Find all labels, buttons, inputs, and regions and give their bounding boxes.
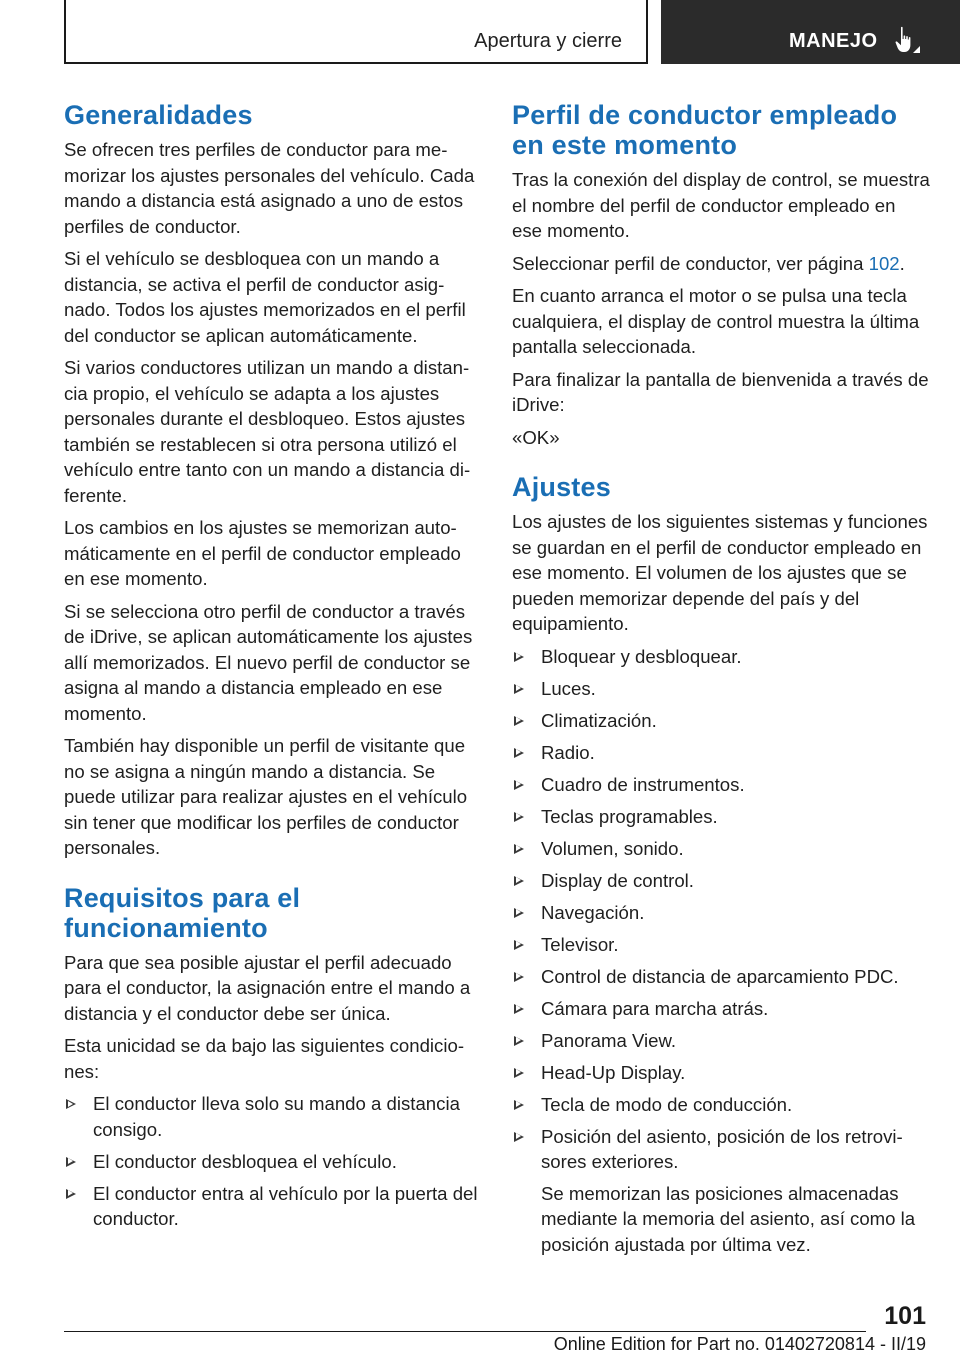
bullet-triangle-icon xyxy=(66,1189,76,1199)
bullet-triangle-icon xyxy=(514,972,524,982)
bullet-triangle-icon xyxy=(514,940,524,950)
paragraph: Los cambios en los ajustes se memorizan automáticamente en el perfil de conductor empleado en ese momento. xyxy=(64,517,461,589)
chapter-tab[interactable] xyxy=(661,0,960,64)
bullet-triangle-icon xyxy=(514,684,524,694)
list-item: Head-Up Display. xyxy=(512,1060,930,1086)
paragraph: Si el vehículo se desbloquea con un mando a distancia, se activa el perfil de conductor asignado. Todos los ajustes memorizados en el perfil del conductor se aplican automáticamente. xyxy=(64,248,466,346)
paragraph: Esta unicidad se da bajo las siguientes condiciones: xyxy=(64,1035,465,1082)
list-item: Control de distancia de aparcamiento PDC. xyxy=(512,964,930,990)
list-item: El conductor desbloquea el vehículo. xyxy=(64,1149,484,1175)
bullet-triangle-icon xyxy=(514,1132,524,1142)
paragraph: Si se selecciona otro perfil de conductor a través de iDrive, se aplican automáticamente los ajustes allí memorizados. El nuevo perfil de conductor se asigna al mando a distancia empleado en ese momento. xyxy=(64,600,473,724)
bullet-triangle-icon xyxy=(514,812,524,822)
section-title: Apertura y cierre xyxy=(474,30,622,52)
bullet-triangle-icon xyxy=(66,1157,76,1167)
list-item: Display de control. xyxy=(512,868,930,894)
paragraph: Los ajustes de los siguientes sistemas y funciones se guardan en el perfil de conductor empleado en ese momento. El volumen de los ajustes que se pueden memorizar depende del país y del equipamiento. xyxy=(512,511,928,634)
chapter-tab-label: MANEJO xyxy=(789,30,878,52)
page-link[interactable]: 102 xyxy=(868,252,900,274)
list-item: El conductor lleva solo su mando a distancia consigo. xyxy=(64,1091,484,1142)
paragraph: Para finalizar la pantalla de bienvenida a través de iDrive: xyxy=(512,368,929,415)
bullet-triangle-icon xyxy=(514,716,524,726)
paragraph: Tras la conexión del display de control, se muestra el nombre del perfil de conductor empleado en ese momento. xyxy=(512,169,930,241)
bullet-triangle-icon xyxy=(514,908,524,918)
paragraph: Para que sea posible ajustar el perfil adecuado para el conductor, la asignación entre el mando a distancia y el conductor debe ser única. xyxy=(64,951,471,1024)
paragraph-with-link: Seleccionar perfil de conductor, ver página 102. xyxy=(512,252,905,274)
bullet-triangle-icon xyxy=(514,780,524,790)
list-item: Posición del asiento, posición de los retrovisores exteriores. Se memorizan las posiciones almacenadas mediante la memoria del asiento, así como la posición ajustada por última vez. xyxy=(512,1124,930,1258)
bullet-triangle-icon xyxy=(66,1099,76,1109)
bullet-triangle-icon xyxy=(514,652,524,662)
settings-list xyxy=(512,644,930,1258)
bullet-triangle-icon xyxy=(514,1100,524,1110)
heading-requisitos: Requisitos para el funcionamiento xyxy=(64,882,301,943)
list-item: Climatización. xyxy=(512,708,930,734)
bullet-triangle-icon xyxy=(514,1036,524,1046)
paragraph: Si varios conductores utilizan un mando a distancia propio, el vehículo se adapta a los ajustes personales durante el desbloqueo. Estos ajustes también se restablecen si otra persona utilizó el vehículo entre tanto con un mando a distancia diferente. xyxy=(64,357,471,506)
pointing-hand-icon xyxy=(895,26,921,54)
paragraph: Se ofrecen tres perfiles de conductor para memorizar los ajustes personales del vehículo. Cada mando a distancia está asignado a uno de estos perfiles de conductor. xyxy=(64,139,475,237)
left-column xyxy=(64,100,484,1238)
heading-generalidades: Generalidades xyxy=(64,100,253,130)
page-number: 101 xyxy=(884,1302,926,1330)
heading-ajustes: Ajustes xyxy=(512,472,611,502)
bullet-triangle-icon xyxy=(514,748,524,758)
list-item: Radio. xyxy=(512,740,930,766)
list-item: Luces. xyxy=(512,676,930,702)
list-item: Televisor. xyxy=(512,932,930,958)
footer-divider xyxy=(64,1331,866,1332)
bullet-triangle-icon xyxy=(514,1068,524,1078)
paragraph: También hay disponible un perfil de visitante que no se asigna a ningún mando a distancia. Se puede utilizar para realizar ajustes en el vehículo sin tener que modificar los perfiles de conductor personales. xyxy=(64,735,468,858)
list-item: Navegación. xyxy=(512,900,930,926)
right-column xyxy=(512,100,930,1264)
paragraph: En cuanto arranca el motor o se pulsa una tecla cualquiera, el display de control muestra la última pantalla seleccionada. xyxy=(512,285,920,357)
list-item: Teclas programables. xyxy=(512,804,930,830)
list-item: El conductor entra al vehículo por la puerta del conductor. xyxy=(64,1181,484,1232)
list-item: Cámara para marcha atrás. xyxy=(512,996,930,1022)
list-item: Cuadro de instrumentos. xyxy=(512,772,930,798)
bullet-triangle-icon xyxy=(514,844,524,854)
list-item: Bloquear y desbloquear. xyxy=(512,644,930,670)
list-item-note: Se memorizan las posiciones almacenadas mediante la memoria del asiento, así como la posición ajustada por última vez. xyxy=(541,1182,916,1255)
list-item: Panorama View. xyxy=(512,1028,930,1054)
footer-edition: Online Edition for Part no. 01402720814 - II/19 xyxy=(553,1334,926,1354)
paragraph: «OK» xyxy=(512,426,560,448)
condition-list xyxy=(64,1091,484,1232)
bullet-triangle-icon xyxy=(514,876,524,886)
bullet-triangle-icon xyxy=(514,1004,524,1014)
list-item: Volumen, sonido. xyxy=(512,836,930,862)
list-item: Tecla de modo de conducción. xyxy=(512,1092,930,1118)
heading-perfil-empleado: Perfil de conductor empleado en este momento xyxy=(512,100,898,160)
header-section-box xyxy=(64,0,648,64)
